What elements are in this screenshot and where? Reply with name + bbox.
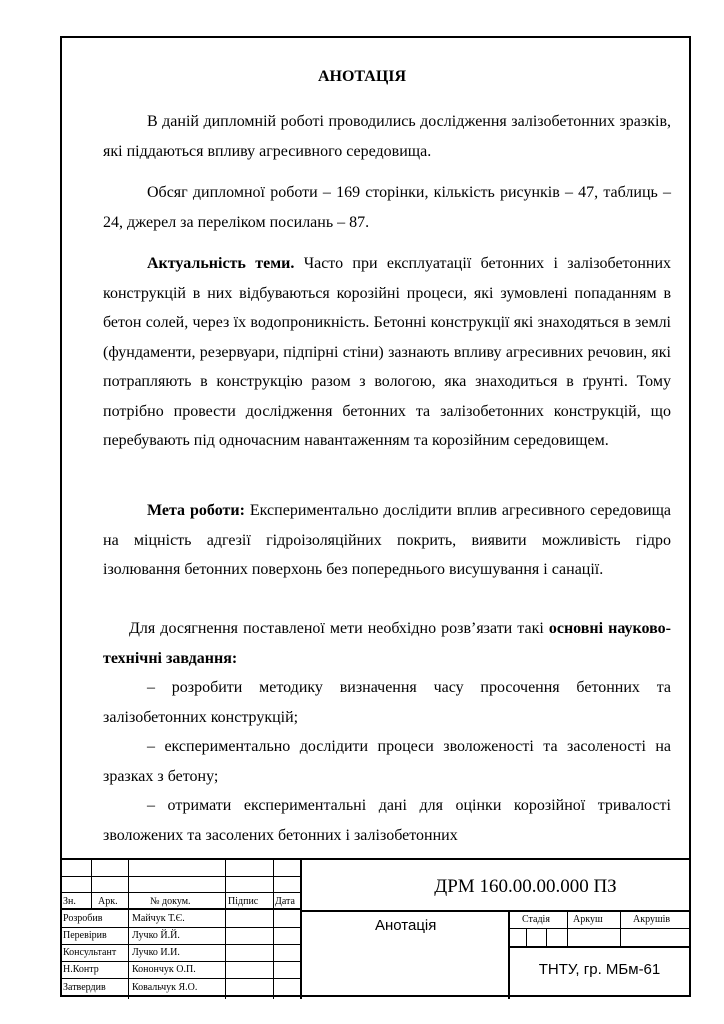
paragraph-volume-text: Обсяг дипломної роботи – 169 сторінки, кількість рисунків – 47, таблиць – 24, джерел за переліком посилань – 87.	[103, 184, 671, 231]
grid-line	[567, 910, 568, 947]
role-label: Затвердив	[63, 982, 106, 993]
role-label: Розробив	[63, 913, 103, 924]
grid-line	[508, 946, 691, 948]
grid-line	[91, 860, 92, 908]
header-doc-no: № докум.	[150, 896, 191, 907]
role-name: Майчук Т.Є.	[132, 913, 185, 924]
page-title: АНОТАЦІЯ	[317, 68, 407, 85]
grid-line	[60, 876, 300, 877]
paragraph-relevance	[103, 249, 671, 456]
task-item-1-text: – розробити методику визначення часу просочення бетонних та залізобетонних конструкцій;	[103, 679, 671, 726]
grid-line	[526, 929, 527, 947]
grid-line	[508, 928, 691, 929]
header-signature: Підпис	[228, 896, 259, 907]
title-block	[60, 858, 691, 997]
grid-line	[60, 892, 300, 893]
header-ark: Арк.	[98, 896, 118, 907]
sheets-header: Акрушів	[633, 914, 671, 925]
role-name: Ковальчук Я.О.	[132, 982, 198, 993]
tasks-intro-text: Для досягнення поставленої мети необхідно розв’язати такі	[129, 620, 549, 637]
paragraph-tasks-intro	[103, 614, 671, 673]
organization: ТНТУ, гр. МБм-61	[538, 961, 661, 978]
role-name: Лучко И.И.	[132, 947, 180, 958]
role-name: Конончук О.П.	[132, 964, 196, 975]
tasks-heading: основні науково-технічні завдання:	[103, 620, 671, 667]
task-item-3-text: – отримати експериментальні дані для оцінки корозійної тривалості зволожених та засолених бетонних і залізобетонних	[103, 797, 671, 844]
task-item-1	[103, 673, 671, 732]
header-zn: Зн.	[63, 896, 76, 907]
role-label: Перевірив	[63, 930, 107, 941]
header-date: Дата	[275, 896, 295, 907]
paragraph-volume	[103, 178, 671, 237]
grid-line	[546, 929, 547, 947]
role-name: Лучко Й.Й.	[132, 930, 180, 941]
paragraph-intro	[103, 107, 671, 166]
goal-heading: Мета роботи:	[147, 502, 245, 519]
grid-line	[620, 910, 621, 947]
document-title: Анотація	[375, 917, 437, 934]
document-code: ДРМ 160.00.00.000 ПЗ	[434, 876, 617, 897]
task-item-2-text: – експериментально дослідити процеси зволоженості та засоленості на зразках з бетону;	[103, 738, 671, 785]
goal-text: Експериментально дослідити вплив агресивного середовища на міцність адгезії гідроізоляційних покрить, виявити можливість гідро ізолювання бетонних поверхонь без попереднього висушування і санації.	[103, 502, 671, 578]
stage-header: Стадія	[522, 914, 550, 925]
sheet-header: Аркуш	[573, 914, 603, 925]
task-item-3	[103, 791, 671, 850]
role-label: Консультант	[63, 947, 117, 958]
role-label: Н.Контр	[63, 964, 99, 975]
paragraph-goal	[103, 496, 671, 585]
grid-line	[508, 910, 510, 999]
grid-line	[300, 860, 302, 999]
relevance-heading: Актуальність теми.	[147, 255, 295, 272]
task-item-2	[103, 732, 671, 791]
grid-line	[60, 978, 300, 979]
relevance-text: Часто при експлуатації бетонних і залізобетонних конструкцій в них відбуваються корозійні процеси, які зумовлені попаданням в бетон солей, через їх водопроникність. Бетонні конструкції які знаходяться в землі (фундаменти, резервуари, підпірні стіни) зазнають впливу агресивних речовин, які потрапляють в конструкцію разом з вологою, яка знаходиться в ґрунті. Тому потрібно провести дослідження бетонних та залізобетонних конструкцій, що перебувають під одночасним навантаженням та корозійним середовищем.	[103, 255, 672, 449]
paragraph-intro-text: В даній дипломній роботі проводились дослідження залізобетонних зразків, які піддаються впливу агресивного середовища.	[103, 113, 671, 160]
